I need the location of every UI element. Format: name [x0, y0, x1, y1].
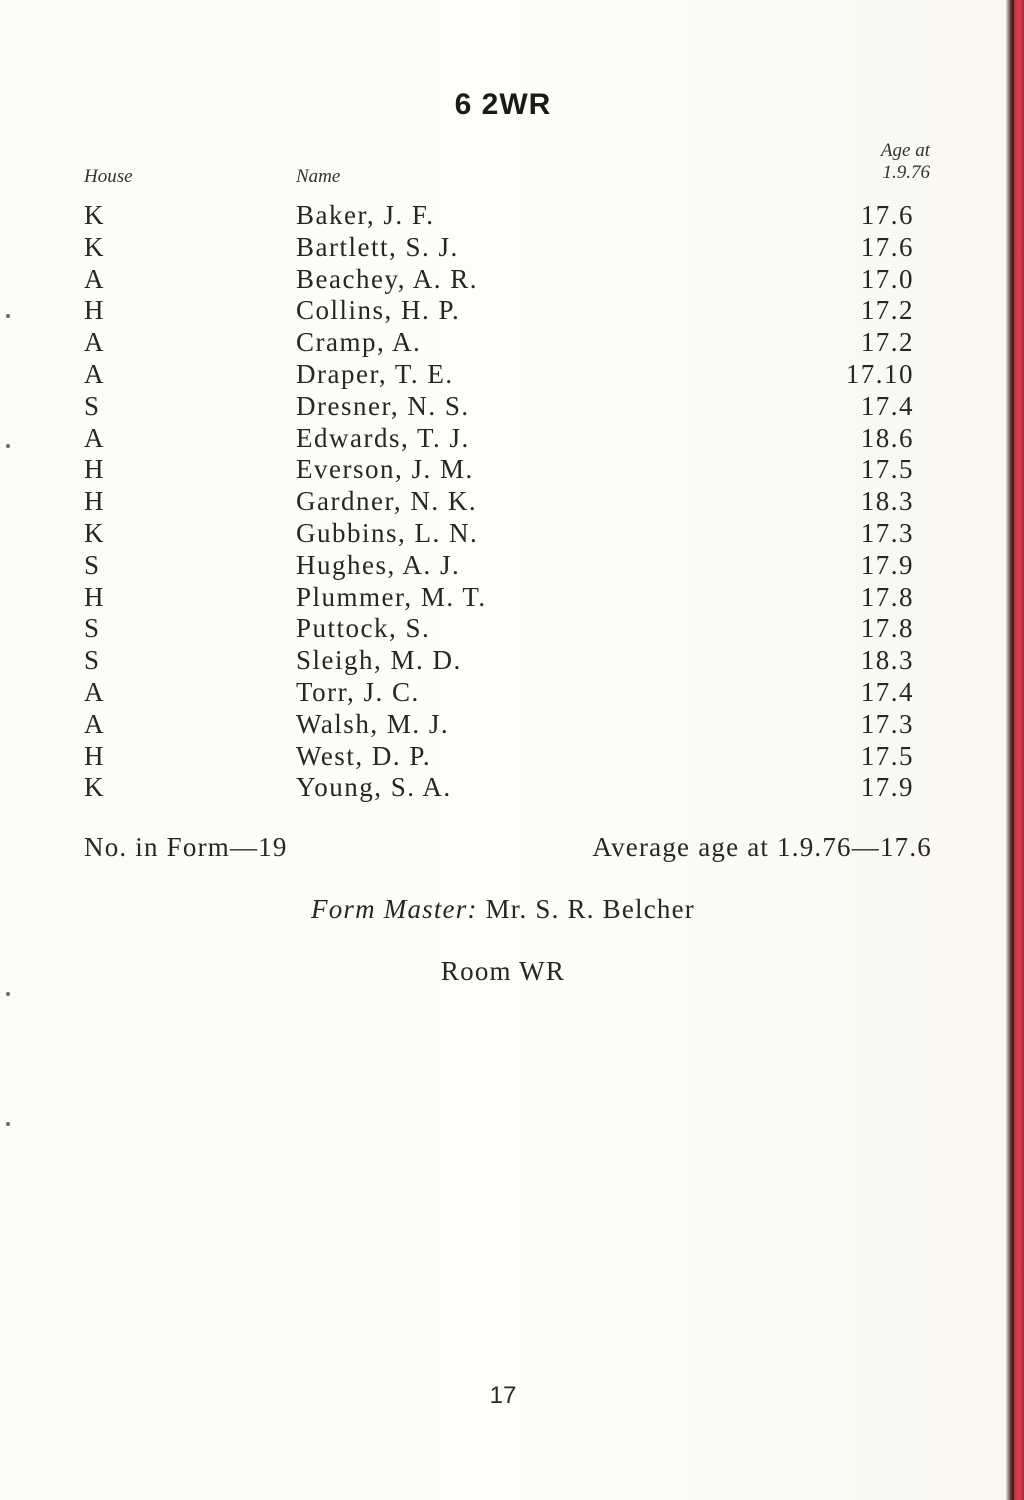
student-age: 18.6	[860, 422, 914, 453]
student-age: 17.5	[860, 454, 914, 485]
student-row	[0, 677, 1006, 709]
form-master-label: Form Master:	[311, 894, 478, 924]
student-name: Baker, J. F.	[296, 200, 435, 230]
student-house: A	[84, 358, 105, 389]
column-header-house: House	[84, 166, 133, 187]
student-name: Plummer, M. T.	[296, 581, 487, 612]
student-name: Gubbins, L. N.	[296, 517, 479, 548]
student-name: Cramp, A.	[296, 327, 422, 358]
column-header-name: Name	[296, 166, 341, 187]
student-age: 17.0	[860, 263, 914, 294]
student-name: Collins, H. P.	[296, 295, 461, 326]
binding-hole-mark	[6, 1122, 10, 1126]
student-age: 17.2	[860, 327, 914, 358]
student-age: 17.3	[860, 517, 914, 548]
average-age: Average age at 1.9.76—17.6	[592, 832, 932, 862]
column-header-age-line2: 1.9.76	[882, 162, 930, 183]
student-house: A	[84, 708, 105, 739]
student-age: 17.8	[860, 581, 914, 612]
student-name: Dresner, N. S.	[296, 390, 470, 421]
student-age: 17.2	[860, 295, 914, 326]
student-house: A	[84, 327, 105, 358]
student-name: Young, S. A.	[296, 772, 452, 803]
student-row	[0, 391, 1006, 423]
student-age: 18.3	[860, 645, 914, 676]
student-house: H	[84, 454, 105, 485]
student-house: K	[84, 231, 105, 262]
student-row	[0, 741, 1006, 773]
student-name: Hughes, A. J.	[296, 549, 461, 580]
student-house: K	[84, 200, 105, 230]
student-house: A	[84, 676, 105, 707]
student-row	[0, 327, 1006, 359]
student-age: 18.3	[860, 486, 914, 517]
student-name: Puttock, S.	[296, 613, 431, 644]
page-edge-shadow	[1006, 0, 1014, 1500]
student-name: Everson, J. M.	[296, 454, 474, 485]
student-name: Sleigh, M. D.	[296, 645, 462, 676]
student-name: Gardner, N. K.	[296, 486, 478, 517]
student-row	[0, 454, 1006, 486]
student-house: A	[84, 422, 105, 453]
student-name: Edwards, T. J.	[296, 422, 470, 453]
student-age: 17.3	[860, 708, 914, 739]
student-age: 17.8	[860, 613, 914, 644]
student-name: Torr, J. C.	[296, 676, 420, 707]
form-master-name: Mr. S. R. Belcher	[485, 894, 695, 924]
student-age: 17.9	[860, 772, 914, 803]
page-number: 17	[489, 1382, 517, 1409]
student-house: H	[84, 486, 105, 517]
student-name: Draper, T. E.	[296, 358, 454, 389]
student-age: 17.4	[860, 676, 914, 707]
student-row	[0, 550, 1006, 582]
column-header-age-line1: Age at	[880, 140, 930, 161]
student-house: H	[84, 740, 105, 771]
student-house: S	[84, 549, 101, 580]
student-row	[0, 709, 1006, 741]
student-age: 17.4	[860, 390, 914, 421]
student-name: Bartlett, S. J.	[296, 231, 459, 262]
student-age: 17.9	[860, 549, 914, 580]
student-house: H	[84, 295, 105, 326]
student-row	[0, 200, 1006, 232]
student-row	[0, 613, 1006, 645]
student-row	[0, 359, 1006, 391]
student-name: Beachey, A. R.	[296, 263, 478, 294]
room-line: Room WR	[440, 956, 566, 986]
student-row	[0, 423, 1006, 455]
student-row	[0, 232, 1006, 264]
student-row	[0, 582, 1006, 614]
student-house: S	[84, 613, 101, 644]
form-count: No. in Form—19	[84, 832, 288, 862]
book-cover-edge	[1014, 0, 1024, 1500]
student-row	[0, 518, 1006, 550]
student-house: H	[84, 581, 105, 612]
student-house: K	[84, 772, 105, 803]
student-age: 17.6	[860, 231, 914, 262]
student-row	[0, 295, 1006, 327]
student-row	[0, 772, 1006, 804]
student-house: S	[84, 645, 101, 676]
binding-hole-mark	[6, 992, 10, 996]
form-title: 6 2WR	[454, 88, 552, 121]
student-name: Walsh, M. J.	[296, 708, 450, 739]
student-row	[0, 645, 1006, 677]
form-master-line	[0, 894, 1006, 925]
student-house: S	[84, 390, 101, 421]
student-age: 17.10	[845, 358, 914, 389]
student-age: 17.6	[860, 200, 914, 230]
student-age: 17.5	[860, 740, 914, 771]
student-row	[0, 264, 1006, 296]
student-house: A	[84, 263, 105, 294]
student-list	[0, 200, 1006, 804]
student-name: West, D. P.	[296, 740, 432, 771]
student-house: K	[84, 517, 105, 548]
student-row	[0, 486, 1006, 518]
